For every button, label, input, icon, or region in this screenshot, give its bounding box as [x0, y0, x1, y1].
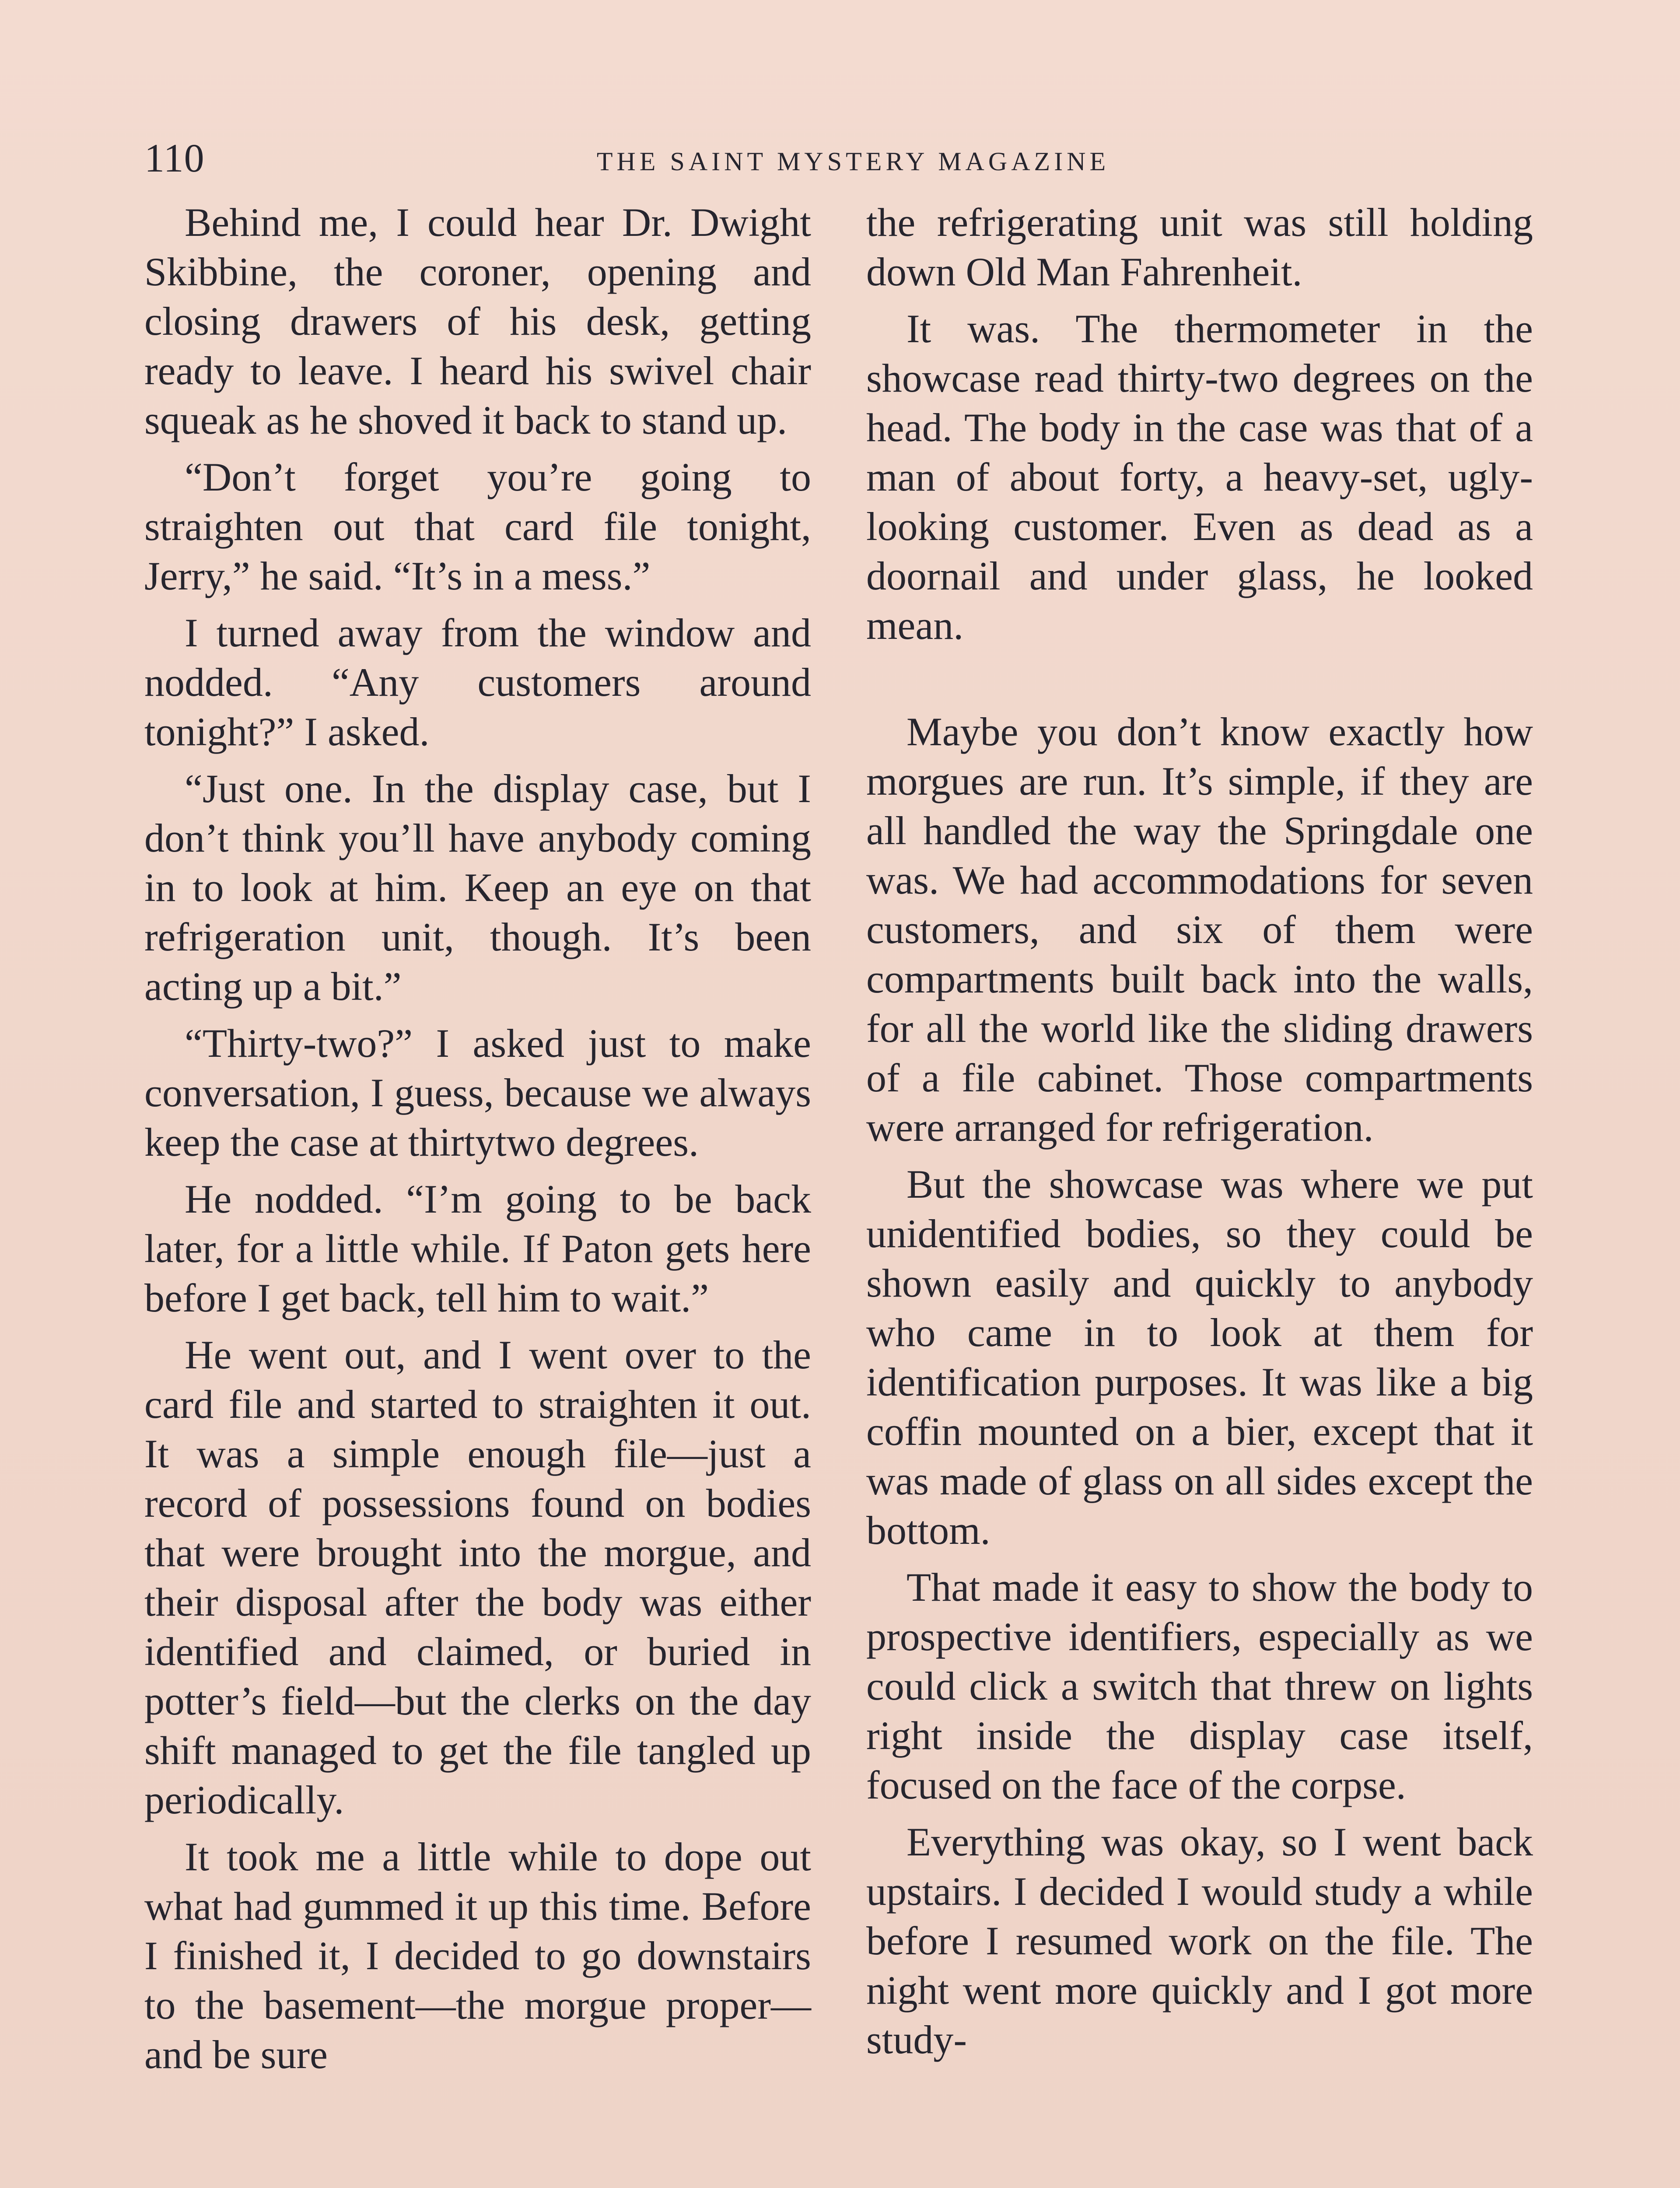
paragraph: Behind me, I could hear Dr. Dwight Skibbine, the coroner, opening and closing drawers of his desk, getting ready to leave. I heard his swivel chair squeak as he shoved it back to stand up.: [144, 200, 811, 442]
paragraph: Everything was okay, so I went back upstairs. I decided I would study a while before I resumed work on the file. The night went more quickly and I got more study-: [866, 1820, 1533, 2062]
right-column: [866, 198, 1533, 2072]
paragraph: It took me a little while to dope out what had gummed it up this time. Before I finished it, I decided to go downstairs to the basement—the morgue proper—and be sure: [144, 1834, 811, 2077]
paragraph: But the showcase was where we put unidentified bodies, so they could be shown easily and quickly to anybody who came in to look at them for identification purposes. It was like a big coffin mounted on a bier, except that it was made of glass on all sides except the bottom.: [866, 1162, 1533, 1553]
paragraph: “Don’t forget you’re going to straighten out that card file tonight, Jerry,” he said. “It’s in a mess.”: [144, 455, 811, 598]
running-title: THE SAINT MYSTERY MAGAZINE: [596, 147, 1110, 176]
paragraph: “Just one. In the display case, but I don’t think you’ll have anybody coming in to look at him. Keep an eye on that refrigeration unit, though. It’s been acting up a bit.”: [144, 766, 811, 1009]
paragraph: Maybe you don’t know exactly how morgues are run. It’s simple, if they are all handled the way the Springdale one was. We had accommodations for seven customers, and six of them were compartments built back into the walls, for all the world like the sliding drawers of a file cabinet. Those compartments were arranged for refrigeration.: [866, 709, 1533, 1150]
paragraph: He went out, and I went over to the card file and started to straighten it out. It was a simple enough file—just a record of possessions found on bodies that were brought into the morgue, and their disposal after the body was either identified and claimed, or buried in potter’s field—but the clerks on the day shift managed to get the file tangled up periodically.: [144, 1332, 811, 1822]
left-column: [144, 198, 811, 2087]
paragraph: That made it easy to show the body to prospective identifiers, especially as we could click a switch that threw on lights right inside the display case itself, focused on the face of the corpse.: [866, 1565, 1533, 1807]
paragraph-continued: the refrigerating unit was still holding down Old Man Fahrenheit.: [866, 200, 1533, 294]
paragraph: I turned away from the window and nodded. “Any customers around tonight?” I asked.: [144, 610, 811, 754]
page-number: 110: [144, 136, 205, 180]
page-header: [144, 134, 1536, 186]
paragraph: “Thirty-two?” I asked just to make conversation, I guess, because we always keep the case at thirtytwo degrees.: [144, 1021, 811, 1164]
paragraph: He nodded. “I’m going to be back later, for a little while. If Paton gets here before I get back, tell him to wait.”: [144, 1177, 811, 1320]
paragraph: It was. The thermometer in the showcase read thirty-two degrees on the head. The body in the case was that of a man of about forty, a heavy-set, ugly-looking customer. Even as dead as a doornail and under glass, he looked mean.: [866, 306, 1533, 648]
